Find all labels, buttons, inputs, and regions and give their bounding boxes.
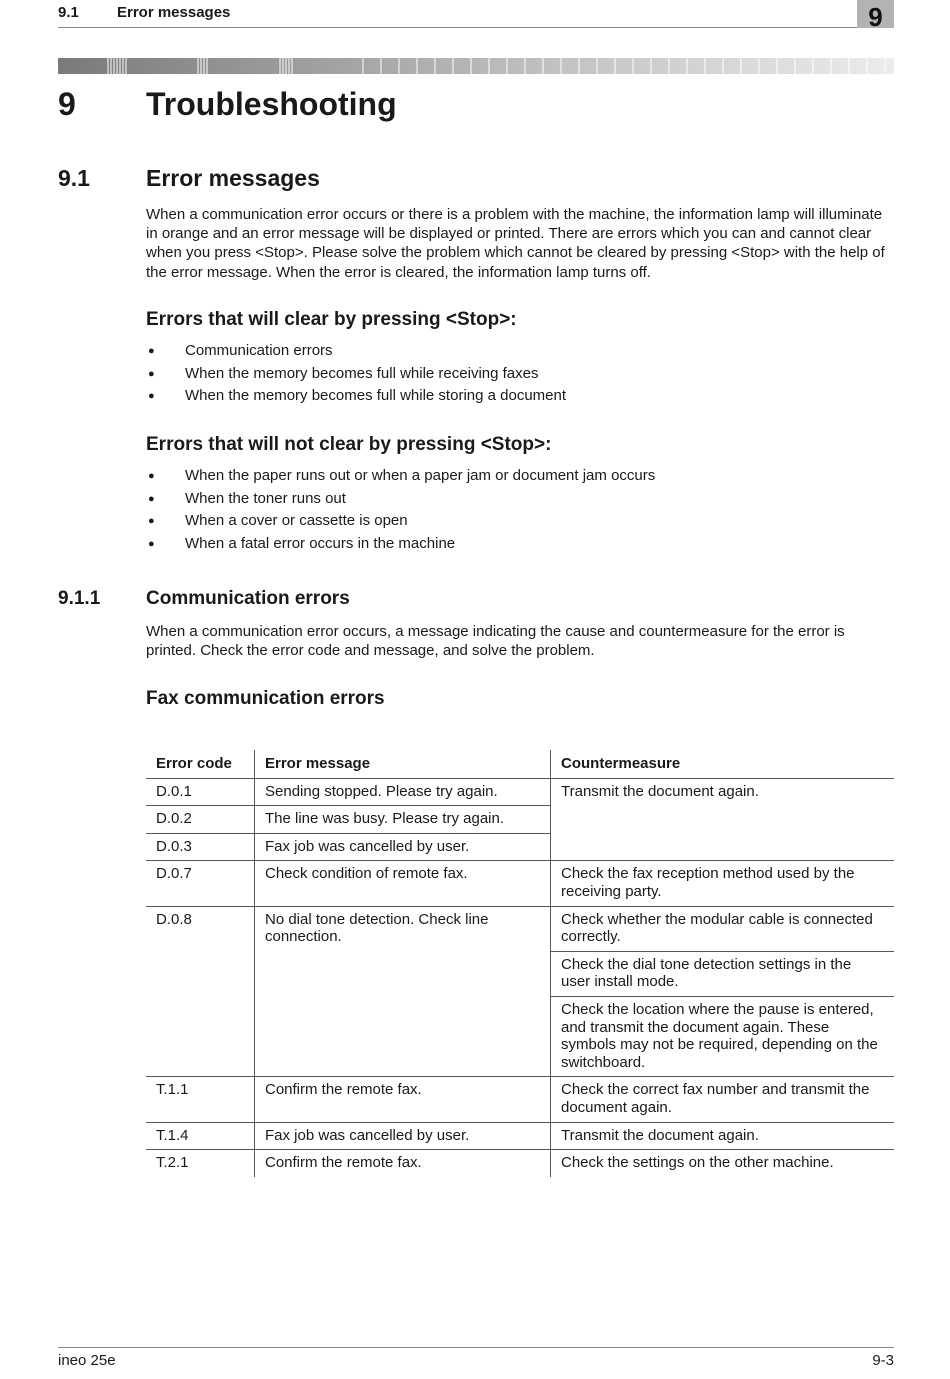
countermeasure: Check the fax reception method used by the receiving party.: [551, 861, 895, 906]
error-code: D.0.3: [146, 833, 255, 861]
countermeasure: Check the settings on the other machine.: [551, 1150, 895, 1177]
list-item-text: When a fatal error occurs in the machine: [185, 534, 456, 552]
list-item: [146, 465, 655, 488]
error-code: D.0.1: [146, 778, 255, 806]
not-clear-errors-list: [146, 465, 655, 555]
footer-page-number: 9-3: [872, 1352, 894, 1369]
error-message: Confirm the remote fax.: [255, 1150, 551, 1177]
countermeasure: Transmit the document again.: [551, 778, 895, 861]
list-item-text: When the memory becomes full while receiving faxes: [185, 364, 539, 382]
countermeasure: Check whether the modular cable is connected correctly.: [551, 906, 895, 951]
error-code: D.0.7: [146, 861, 255, 906]
bullet-icon: ●: [148, 367, 155, 380]
decorative-bar: [58, 58, 894, 74]
countermeasure: Transmit the document again.: [551, 1122, 895, 1150]
list-item: [146, 510, 655, 533]
clear-errors-heading: Errors that will clear by pressing <Stop>:: [146, 309, 517, 330]
error-message: The line was busy. Please try again.: [255, 806, 551, 834]
list-item: [146, 488, 655, 511]
header-rule: [58, 27, 894, 28]
table-row: [146, 1122, 894, 1150]
table-row: [146, 778, 894, 806]
footer-rule: [58, 1347, 894, 1348]
clear-errors-list: [146, 340, 566, 408]
error-code: T.1.4: [146, 1122, 255, 1150]
table-row: [146, 1150, 894, 1177]
countermeasure: Check the dial tone detection settings in the user install mode.: [551, 951, 895, 996]
list-item-text: When the paper runs out or when a paper jam or document jam occurs: [185, 467, 656, 484]
error-message: Fax job was cancelled by user.: [255, 1122, 551, 1150]
list-item: [146, 340, 566, 363]
list-item-text: Communication errors: [185, 342, 333, 359]
table-header-row: [146, 750, 894, 778]
section-title: Error messages: [146, 165, 320, 191]
fax-errors-table: [146, 750, 894, 1177]
column-header: Countermeasure: [551, 750, 895, 778]
error-message: Fax job was cancelled by user.: [255, 833, 551, 861]
chapter-tab-number: 9: [868, 2, 883, 32]
bullet-icon: ●: [148, 390, 155, 403]
table-row: [146, 906, 894, 951]
error-message: Check condition of remote fax.: [255, 861, 551, 906]
header-section-title: Error messages: [117, 4, 231, 21]
chapter-number: 9: [58, 86, 76, 122]
list-item: [146, 363, 566, 386]
bullet-icon: ●: [148, 492, 155, 505]
subsection-number: 9.1.1: [58, 588, 101, 609]
section-intro: When a communication error occurs or there is a problem with the machine, the information lamp will illuminate in orange and an error message will be displayed or printed. There are errors which you can and cannot clear when you press <Stop>. Please solve the problem which cannot be cleared by pressing <Stop> with the help of the error message. When the error is cleared, the information lamp turns off.: [146, 206, 885, 281]
chapter-title: Troubleshooting: [146, 86, 397, 122]
error-code: T.2.1: [146, 1150, 255, 1177]
column-header: Error message: [255, 750, 551, 778]
list-item-text: When the memory becomes full while storing a document: [185, 387, 567, 405]
header-section-number: 9.1: [58, 4, 79, 21]
bullet-icon: ●: [148, 345, 155, 357]
error-code: D.0.8: [146, 906, 255, 1077]
not-clear-errors-heading: Errors that will not clear by pressing <Stop>:: [146, 434, 552, 455]
countermeasure: Check the correct fax number and transmit the document again.: [551, 1077, 895, 1122]
list-item-text: When the toner runs out: [185, 489, 346, 507]
table-row: [146, 861, 894, 906]
error-message: No dial tone detection. Check line connection.: [255, 906, 551, 1077]
footer-product: ineo 25e: [58, 1352, 116, 1369]
bullet-icon: ●: [148, 537, 155, 550]
list-item-text: When a cover or cassette is open: [185, 512, 408, 530]
error-code: D.0.2: [146, 806, 255, 834]
chapter-tab: [857, 0, 894, 32]
fax-errors-heading: Fax communication errors: [146, 688, 385, 709]
bullet-icon: ●: [148, 470, 155, 482]
subsection-title: Communication errors: [146, 588, 350, 609]
error-code: T.1.1: [146, 1077, 255, 1122]
error-message: Confirm the remote fax.: [255, 1077, 551, 1122]
section-number: 9.1: [58, 165, 90, 191]
table-row: [146, 1077, 894, 1122]
countermeasure: Check the location where the pause is entered, and transmit the document again. These symbols may not be required, depending on the switchboard.: [551, 996, 895, 1076]
error-message: Sending stopped. Please try again.: [255, 778, 551, 806]
bullet-icon: ●: [148, 515, 155, 528]
list-item: [146, 533, 655, 556]
subsection-intro: When a communication error occurs, a message indicating the cause and countermeasure for the error is printed. Check the error code and message, and solve the problem.: [146, 623, 845, 660]
list-item: [146, 385, 566, 408]
column-header: Error code: [156, 755, 232, 772]
